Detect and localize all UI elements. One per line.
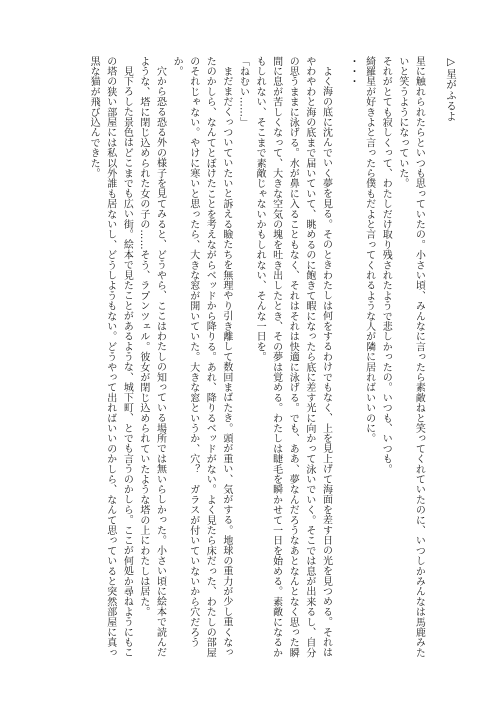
section-divider: ・・・	[347, 56, 359, 87]
story-title: ▷星がふるよ	[445, 56, 457, 122]
paragraph: まだまだくっついていたいと訴える瞼たちを無理やり引き離して数回まばたき。頭が重い、気がする。地球の重力が少し重くなったのかしら、なんてとぼけたことを考えながらベッドから降りる。あれ、降りるベッドがない。よく見たら床だった、わたしの部屋のそれじゃない。やけに寒いと思ったら、大きな窓が開いていた。大きな窓というか、穴？ ガラスが付いていないから穴だろうか。	[171, 56, 232, 658]
vertical-text-page	[29, 56, 459, 662]
paragraph: 見下ろした景色はどこまでも広い街。絵本で見たことがあるような、城下町、とでも言うのかしら。ここが何処か尋ねようにもこの塔の狭い部屋には私以外誰も居ないし、どうしようもない。どうやって出ればいいのかしら、なんて思っていると突然部屋に真っ黒な猫が飛び込んできた。	[88, 56, 133, 658]
paragraph: 穴から恐る恐る外の様子を見てみると、どうやら、ここはわたしの知っている場所では無いらしかった。小さい頃に絵本で読んだような、塔に閉じ込められた女の子の……そう、ラプンツェル。彼女が閉じ込められていたような塔の上にわたしは居た。	[137, 56, 166, 658]
paragraph: よく海の底に沈んでいく夢を見る。そのときわたしは何をするわけでもなく、上を見上げて海面を差す日の光を見つめる。それはやわやわと海の底まで届いていて、眺めるのに飽きて暇になったら底に差す光に向かって泳いでいく。そこでは息が出来るし、自分の思うままに泳げる。水が鼻に入ることもなく、それはそれは快適に泳げる。でも、ああ、夢なんだろうなあとなんとなく思った瞬間に息が苦しくなって、大きな空気の塊を吐き出したとき、その夢は覚める。わたしは睫毛を瞬かせて一日を始める。素敵になるかもしれない、そこまで素敵じゃないかもしれない、そんな一日を。	[254, 56, 332, 658]
paragraph: 綺羅星が好きよと言ったら僕もだよと言ってくれるような人が隣に居ればいいのに。	[363, 56, 375, 444]
paragraph: それがとても寂しくって、わたしだけ取り残されたようで悲しかったの。いつも、いつも。	[380, 56, 392, 475]
dialogue-line: 「ねむい……」	[237, 56, 249, 128]
paragraph: 星に触れられたらといつも思っていたの。小さい頃、みんなに言ったら素敵ねと笑ってくれていたのに、いつしかみんなは馬鹿みたいと笑うようになっていた。	[396, 56, 425, 658]
